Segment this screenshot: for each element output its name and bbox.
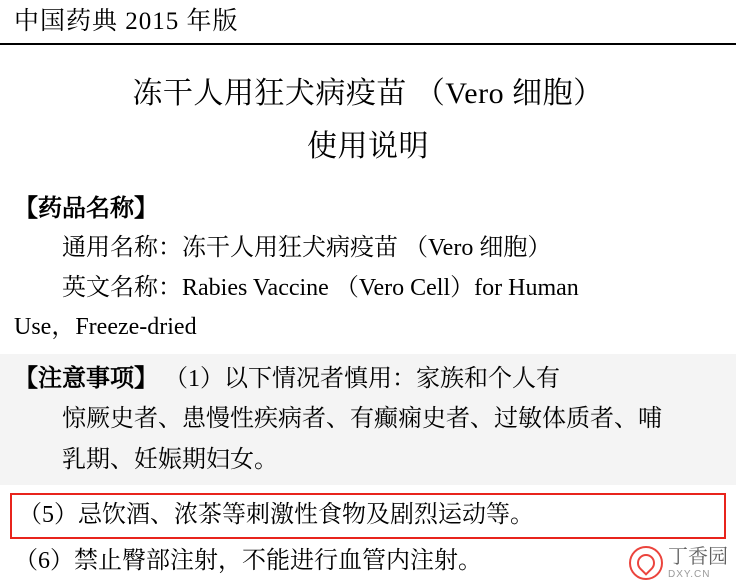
header-divider xyxy=(0,43,736,45)
precautions-item-1-cont-1: 惊厥史者、患慢性疾病者、有癫痫史者、过敏体质者、哺 xyxy=(62,406,662,433)
title-line-1: 冻干人用狂犬病疫苗 （Vero 细胞） xyxy=(132,77,604,111)
drug-name-heading: 【药品名称】 xyxy=(14,196,158,223)
precautions-item-5-text: （5）忌饮酒、浓茶等刺激性食物及剧烈运动等。 xyxy=(18,502,534,529)
leaf-circle-icon xyxy=(629,546,663,580)
english-name-line: 英文名称：Rabies Vaccine （Vero Cell）for Human xyxy=(62,274,579,301)
english-name-line-cont: Use，Freeze-dried xyxy=(14,313,197,340)
title-line-2: 使用说明 xyxy=(307,130,429,164)
precautions-item-1-cont-2: 乳期、妊娠期妇女。 xyxy=(62,446,278,473)
watermark-domain: DXY.CN xyxy=(668,568,711,580)
watermark xyxy=(629,546,728,580)
precautions-item-1: （1）以下情况者慎用：家族和个人有 xyxy=(164,366,560,392)
precautions-item-6 xyxy=(14,545,736,579)
drug-name-section xyxy=(0,191,736,346)
precautions-heading: 【注意事项】 xyxy=(14,366,158,392)
running-header xyxy=(0,0,736,41)
watermark-text-stack xyxy=(668,547,728,580)
highlighted-precaution-item-5 xyxy=(10,493,726,539)
running-title: 中国药典 2015 年版 xyxy=(14,8,239,35)
generic-name-line: 通用名称：冻干人用狂犬病疫苗 （Vero 细胞） xyxy=(62,235,552,262)
precautions-item-6-text: （6）禁止臀部注射，不能进行血管内注射。 xyxy=(14,548,482,575)
document-title xyxy=(0,71,736,169)
precautions-first-line xyxy=(14,360,722,398)
watermark-brand: 丁香园 xyxy=(668,545,728,568)
precautions-section xyxy=(0,354,736,485)
